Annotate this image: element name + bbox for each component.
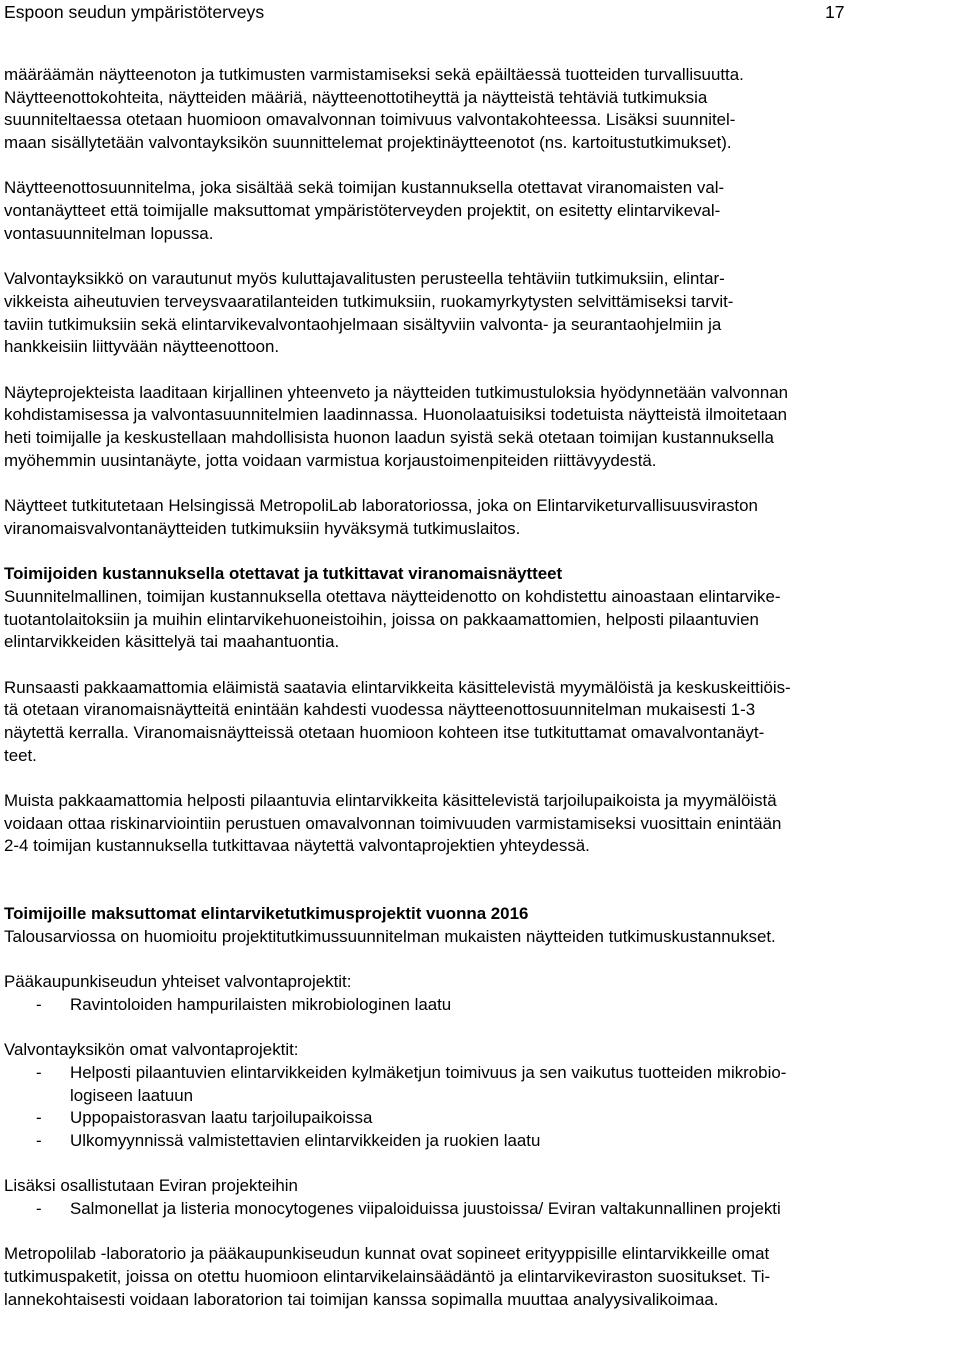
list-evira-projects [4, 1175, 954, 1220]
section-heading-free-projects-2016: Toimijoille maksuttomat elintarviketutkimusprojektit vuonna 2016 [4, 904, 529, 924]
list-regional-projects [4, 971, 954, 1016]
list-item-text: Uppopaistorasvan laatu tarjoilupaikoissa [70, 1108, 373, 1128]
text-line: Näytteenottosuunnitelma, joka sisältää sekä toimijan kustannuksella otettavat viranomaisten val- [4, 178, 725, 198]
list-label: Lisäksi osallistutaan Eviran projekteihin [4, 1176, 298, 1196]
paragraph-unpackaged-foods [4, 677, 954, 768]
text-line: Näytteet tutkitutetaan Helsingissä MetropoliLab laboratoriossa, joka on Elintarviketurvallisuusviraston [4, 496, 758, 516]
text-line: vikkeista aiheutuvien terveysvaaratilanteiden tutkimuksiin, ruokamyrkytysten selvittämiseksi tarvit- [4, 291, 734, 311]
list-dash: - [36, 1062, 42, 1082]
text-line: teet. [4, 745, 37, 765]
document-body [4, 64, 954, 1311]
paragraph-metropolilab-packages [4, 1243, 954, 1311]
text-line: myöhemmin uusintanäyte, jotta voidaan varmistua korjaustoimenpiteiden riittävyydestä. [4, 450, 657, 470]
text-line: Suunnitelmallinen, toimijan kustannuksella otettava näytteidenotto on kohdistettu ainoastaan elintarvike- [4, 586, 781, 606]
text-line: voidaan ottaa riskinarviointiin perustuen omavalvonnan toimivuuden varmistamiseksi vuosittain enintään [4, 813, 782, 833]
text-line: tuotantolaitoksiin ja muihin elintarvikehuoneistoihin, joissa on pakkaamattomien, helposti pilaantuvien [4, 609, 759, 629]
text-line: maan sisällytetään valvontayksikön suunnittelemat projektinäytteenotot (ns. kartoitustutkimukset). [4, 133, 732, 153]
text-line: tä otetaan viranomaisnäytteitä enintään kahdesti vuodessa näytteenottosuunnitelman mukaisesti 1-3 [4, 700, 756, 720]
list-item-text: logiseen laatuun [70, 1085, 194, 1105]
text-line: suunniteltaessa otetaan huomioon omavalvonnan toimivuus valvontakohteessa. Lisäksi suunnitel- [4, 110, 736, 130]
text-line: elintarvikkeiden käsittelyä tai maahantuontia. [4, 632, 340, 652]
list-unit-projects [4, 1039, 954, 1152]
page-header [4, 1, 954, 25]
text-line: Näytteenottokohteita, näytteiden määriä, näytteenottotiheyttä ja näytteistä tehtäviä tutkimuksia [4, 87, 708, 107]
paragraph-laboratory [4, 495, 954, 540]
section-heading-operator-paid-samples: Toimijoiden kustannuksella otettavat ja tutkittavat viranomaisnäytteet [4, 564, 563, 584]
text-line: määräämän näytteenoton ja tutkimusten varmistamiseksi sekä epäiltäessä tuotteiden turvallisuutta. [4, 65, 744, 84]
text-line: tutkimuspaketit, joissa on otettu huomioon elintarvikelainsäädäntö ja elintarvikeviraston suositukset. Ti- [4, 1267, 771, 1287]
list-item [4, 1107, 954, 1130]
list-dash: - [36, 1130, 42, 1150]
text-line: Näyteprojekteista laaditaan kirjallinen yhteenveto ja näytteiden tutkimustuloksia hyödynnetään valvonnan [4, 382, 789, 402]
list-item-continuation [4, 1085, 954, 1108]
list-item [4, 1130, 954, 1153]
text-line: vontanäytteet että toimijalle maksuttomat ympäristöterveyden projektit, on esitetty elintarvikeval- [4, 201, 721, 221]
document-page [4, 0, 954, 1311]
list-label: Pääkaupunkiseudun yhteiset valvontaprojektit: [4, 972, 352, 992]
list-item [4, 1062, 954, 1085]
text-line: viranomaisvalvontanäytteiden tutkimuksiin hyväksymä tutkimuslaitos. [4, 518, 521, 538]
header-title: Espoon seudun ympäristöterveys [4, 2, 265, 22]
list-item-text: Ravintoloiden hampurilaisten mikrobiologinen laatu [70, 994, 452, 1014]
paragraph-sampling-planning [4, 64, 954, 155]
text-line: hankkeisiin liittyvään näytteenottoon. [4, 337, 280, 357]
text-line: Runsaasti pakkaamattomia eläimistä saatavia elintarvikkeita käsittelevistä myymälöistä ja keskuskeittiöis- [4, 677, 791, 697]
text-line: Talousarviossa on huomioitu projektitutkimussuunnitelman mukaisten näytteiden tutkimuskustannukset. [4, 926, 776, 946]
paragraph-sampling-plan-location [4, 177, 954, 245]
list-item [4, 994, 954, 1017]
text-line: vontasuunnitelman lopussa. [4, 223, 214, 243]
text-line: näytettä kerralla. Viranomaisnäytteissä otetaan huomioon kohteen itse tutkituttamat omavalvontanäyt- [4, 722, 765, 742]
list-dash: - [36, 1199, 42, 1218]
text-line: heti toimijalle ja keskustellaan mahdollisista huonon laadun syistä sekä otetaan toimijan kustannuksella [4, 428, 774, 447]
list-item-text: Helposti pilaantuvien elintarvikkeiden kylmäketjun toimivuus ja sen vaikutus tuotteiden mikrobio- [70, 1062, 787, 1082]
paragraph-planned-sampling [4, 586, 954, 654]
text-line: lannekohtaisesti voidaan laboratorion tai toimijan kanssa sopimalla muuttaa analyysivalikoimaa. [4, 1289, 719, 1309]
text-line: 2-4 toimijan kustannuksella tutkittavaa näytettä valvontaprojektien yhteydessä. [4, 836, 590, 856]
text-line: Muista pakkaamattomia helposti pilaantuvia elintarvikkeita käsittelevistä tarjoilupaikoista ja myymälöistä [4, 791, 777, 810]
paragraph-consumer-complaints [4, 268, 954, 359]
text-line: Valvontayksikkö on varautunut myös kuluttajavalitusten perusteella tehtäviin tutkimuksiin, elintar- [4, 269, 725, 289]
list-item-text: Salmonellat ja listeria monocytogenes viipaloiduissa juustoissa/ Eviran valtakunnallinen projekti [70, 1199, 781, 1218]
text-line: kohdistamisessa ja valvontasuunnitelmien laadinnassa. Huonolaatuisiksi todetuista näytteistä ilmoitetaan [4, 405, 788, 425]
list-dash: - [36, 1108, 42, 1128]
list-label: Valvontayksikön omat valvontaprojektit: [4, 1040, 299, 1060]
page-number: 17 [825, 2, 845, 22]
paragraph-sample-projects-summary [4, 382, 954, 473]
list-dash: - [36, 994, 42, 1014]
text-line: taviin tutkimuksiin sekä elintarvikevalvontaohjelmaan sisältyviin valvonta- ja seurantaohjelmiin ja [4, 314, 722, 334]
list-item-text: Ulkomyynnissä valmistettavien elintarvikkeiden ja ruokien laatu [70, 1130, 541, 1150]
text-line: Metropolilab -laboratorio ja pääkaupunkiseudun kunnat ovat sopineet erityyppisille elintarvikkeille omat [4, 1244, 770, 1264]
list-item [4, 1198, 954, 1221]
paragraph-other-venues [4, 790, 954, 858]
